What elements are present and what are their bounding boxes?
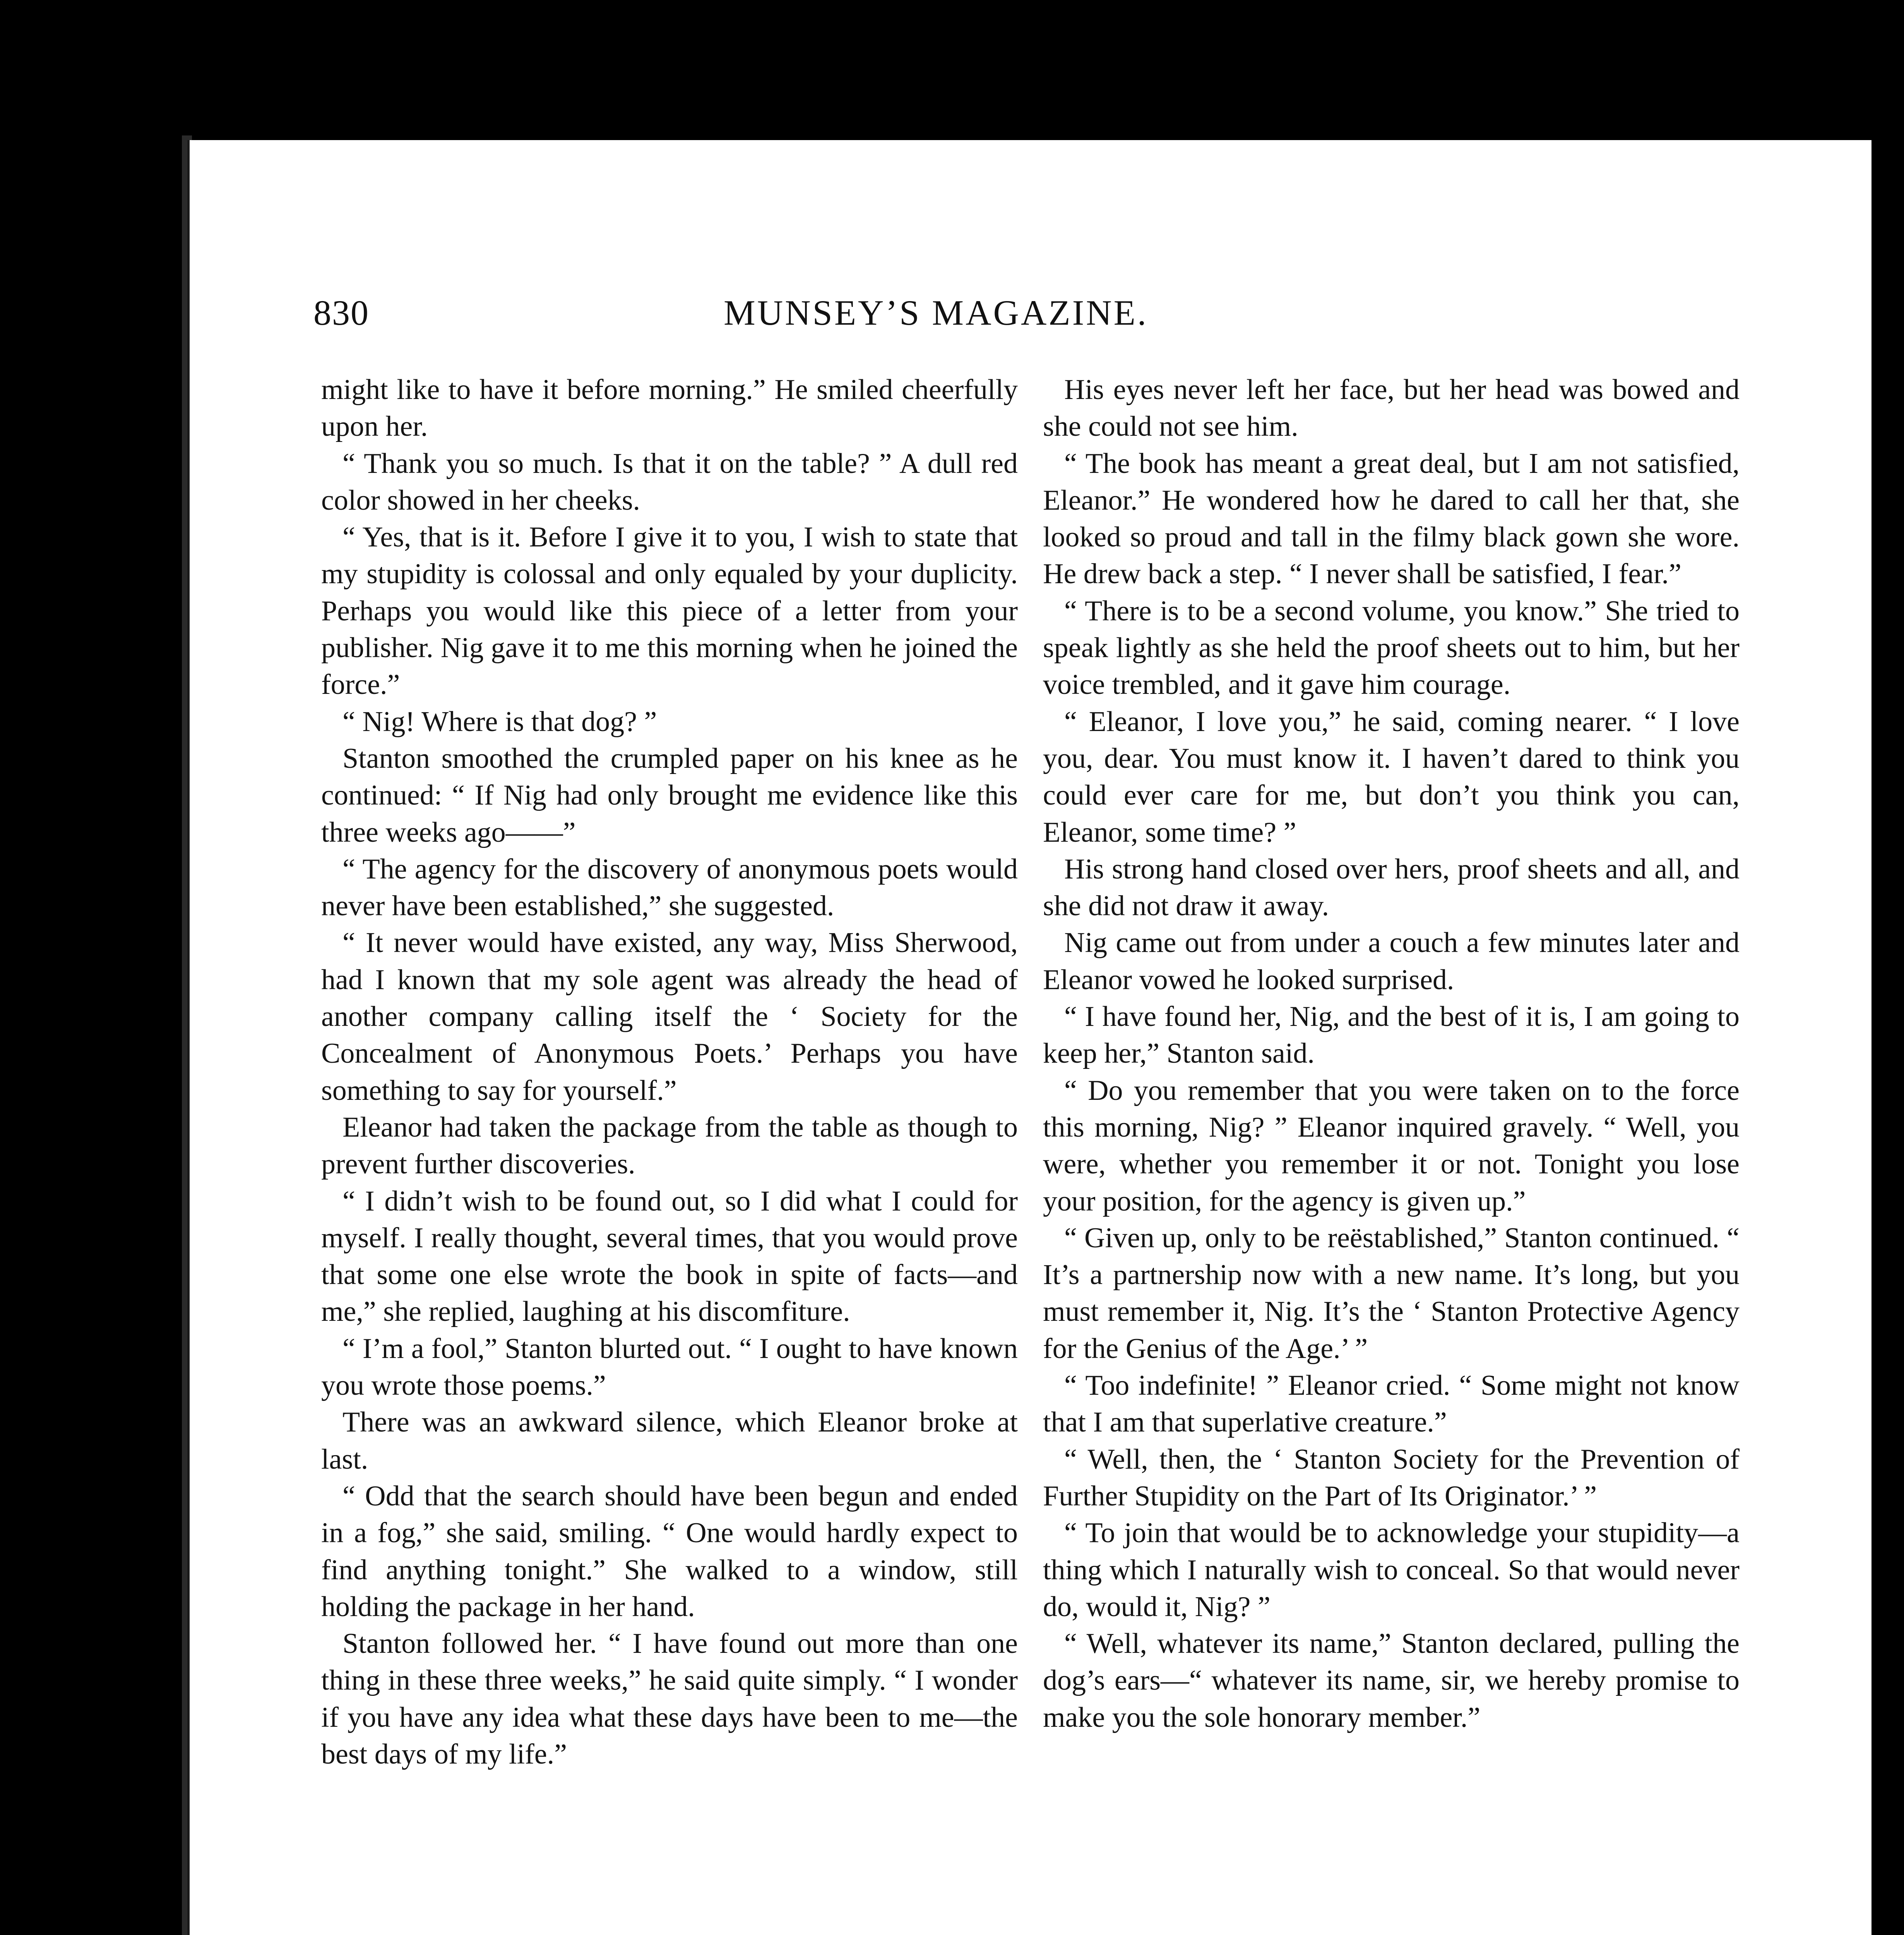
page-header xyxy=(313,292,1730,339)
paragraph: “ I have found her, Nig, and the best of it is, I am going to keep her,” Stanton said. xyxy=(1043,1001,1740,1070)
paragraph: “ Do you remember that you were taken on to the force this morning, Nig? ” Eleanor inquired gravely. “ Well, you were, whether you remember it or not. Tonight you lose your position, for the agency is given up.” xyxy=(1043,1074,1740,1217)
paragraph: Nig came out from under a couch a few minutes later and Eleanor vowed he looked surprised. xyxy=(1043,927,1740,996)
paragraph: There was an awkward silence, which Eleanor broke at last. xyxy=(321,1406,1018,1475)
paragraph: “ Given up, only to be reëstablished,” Stanton continued. “ It’s a partnership now with a new name. It’s long, but you must remember it, Nig. It’s the ‘ Stanton Protective Agency for the Genius of the Age.’ ” xyxy=(1043,1222,1740,1365)
running-title: MUNSEY’S MAGAZINE. xyxy=(724,293,1148,332)
paragraph: Stanton followed her. “ I have found out more than one thing in these three weeks,” he said quite simply. “ I wonder if you have any idea what these days have been to me—the best days of my life.” xyxy=(321,1628,1018,1770)
paragraph: “ Too indefinite! ” Eleanor cried. “ Some might not know that I am that superlative creature.” xyxy=(1043,1370,1740,1438)
paragraph: Stanton smoothed the crumpled paper on his knee as he continued: “ If Nig had only brought me evidence like this three weeks ago——” xyxy=(321,742,1018,848)
paragraph: “ Odd that the search should have been begun and ended in a fog,” she said, smiling. “ One would hardly expect to find anything tonight.” She walked to a window, still holding the package in her hand. xyxy=(321,1480,1018,1623)
paragraph: “ The agency for the discovery of anonymous poets would never have been established,” she suggested. xyxy=(321,853,1018,922)
right-text-column xyxy=(1043,372,1740,1736)
paragraph: “ Well, whatever its name,” Stanton declared, pulling the dog’s ears—“ whatever its name, sir, we hereby promise to make you the sole honorary member.” xyxy=(1043,1628,1740,1733)
paragraph: His strong hand closed over hers, proof sheets and all, and she did not draw it away. xyxy=(1043,853,1740,922)
paragraph: “ I didn’t wish to be found out, so I did what I could for myself. I really thought, several times, that you would prove that some one else wrote the book in spite of facts—and me,” she replied, laughing at his discomfiture. xyxy=(321,1185,1018,1328)
paragraph: “ There is to be a second volume, you know.” She tried to speak lightly as she held the proof sheets out to him, but her voice trembled, and it gave him courage. xyxy=(1043,595,1740,701)
paragraph: “ Well, then, the ‘ Stanton Society for the Prevention of Further Stupidity on the Part of Its Originator.’ ” xyxy=(1043,1443,1740,1512)
paragraph: “ The book has meant a great deal, but I am not satisfied, Eleanor.” He wondered how he dared to call her that, she looked so proud and tall in the filmy black gown she wore. He drew back a step. “ I never shall be satisfied, I fear.” xyxy=(1043,447,1740,590)
paragraph: Eleanor had taken the package from the table as though to prevent further discoveries. xyxy=(321,1111,1018,1180)
left-text-column xyxy=(321,372,1018,1773)
paragraph: His eyes never left her face, but her head was bowed and she could not see him. xyxy=(1043,374,1740,443)
paragraph: “ Thank you so much. Is that it on the table? ” A dull red color showed in her cheeks. xyxy=(321,447,1018,516)
paragraph: “ Nig! Where is that dog? ” xyxy=(342,706,657,738)
paragraph: “ To join that would be to acknowledge your stupidity—a thing which I naturally wish to conceal. So that would never do, would it, Nig? ” xyxy=(1043,1517,1740,1623)
paragraph: might like to have it before morning.” He smiled cheerfully upon her. xyxy=(321,374,1018,443)
paragraph: “ I’m a fool,” Stanton blurted out. “ I ought to have known you wrote those poems.” xyxy=(321,1332,1018,1402)
page-number: 830 xyxy=(313,293,369,332)
paragraph: “ It never would have existed, any way, Miss Sherwood, had I known that my sole agent was already the head of another company calling itself the ‘ Society for the Concealment of Anonymous Poets.’ Perhaps you have something to say for yourself.” xyxy=(321,927,1018,1106)
paragraph: “ Yes, that is it. Before I give it to you, I wish to state that my stupidity is colossal and only equaled by your duplicity. Perhaps you would like this piece of a letter from your publisher. Nig gave it to me this morning when he joined the force.” xyxy=(321,521,1018,701)
paragraph: “ Eleanor, I love you,” he said, coming nearer. “ I love you, dear. You must know it. I haven’t dared to think you could ever care for me, but don’t you think you can, Eleanor, some time? ” xyxy=(1043,706,1740,848)
